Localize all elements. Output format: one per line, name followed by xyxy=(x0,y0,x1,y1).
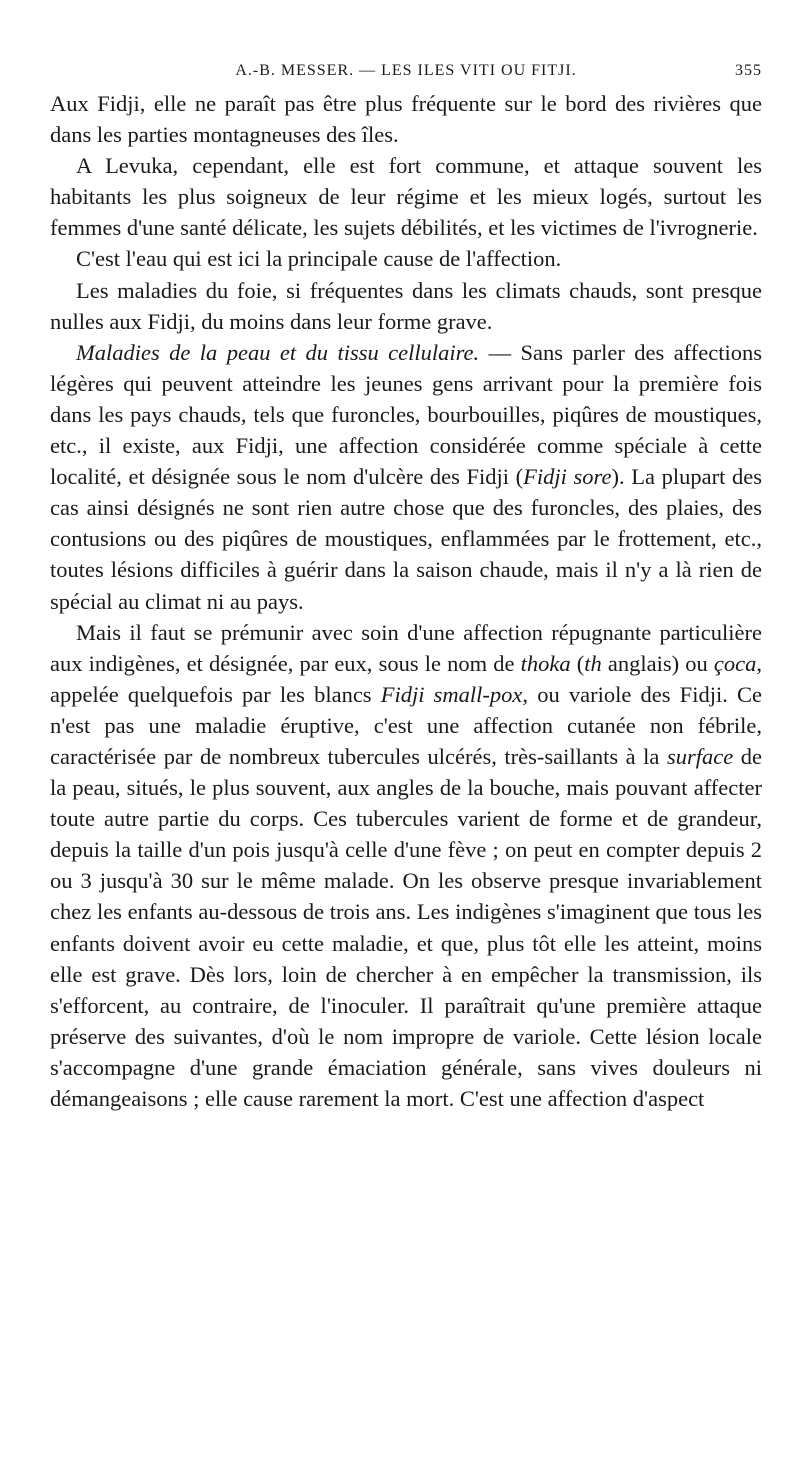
paragraph-3: C'est l'eau qui est ici la principale cause de l'affection. xyxy=(76,246,562,272)
term-thoka: thoka xyxy=(520,650,571,676)
paragraph-5-text-a: — Sans parler des affections légères qui peuvent atteindre les jeunes gens arrivant pour la première fois dans les pays chauds, tels que furoncles, bourbouilles, piqûres de moustiques, etc., il existe, aux Fidji, une affection considérée comme spéciale à cette localité, et désignée sous le nom d'ulcère des Fidji ( xyxy=(50,339,762,490)
paragraph-2: A Levuka, cependant, elle est fort commune, et attaque souvent les habitants les plus soigneux de leur régime et les mieux logés, surtout les femmes d'une santé délicate, les sujets débilités, et les victimes de l'ivrognerie. xyxy=(50,153,762,241)
term-fidji-small-pox: Fidji small-pox xyxy=(380,681,523,707)
paragraph-6-seg-6: , appelée quelquefois par les blancs xyxy=(50,650,762,707)
paragraph-6-seg-2: ( xyxy=(570,650,585,676)
term-coca: çoca xyxy=(713,650,757,676)
paragraph-5-italic: Fidji sore xyxy=(523,464,612,490)
body-text xyxy=(50,88,762,1114)
running-header xyxy=(50,58,762,88)
paragraph-6-seg-4: anglais) ou xyxy=(601,650,714,676)
running-title: A.-B. MESSER. — LES ILES VITI OU FITJI. xyxy=(235,62,577,79)
paragraph-6-seg-8: , ou variole des Fidji. Ce n'est pas une maladie éruptive, c'est une affection cutanée non fébrile, caractérisée par de nombreux tubercules ulcérés, très-saillants à la xyxy=(50,681,762,769)
paragraph-1: Aux Fidji, elle ne paraît pas être plus fréquente sur le bord des rivières que dans les parties montagneuses des îles. xyxy=(50,91,762,148)
section-heading: Maladies de la peau et du tissu cellulaire. xyxy=(76,339,480,365)
paragraph-6-seg-0: Mais il faut se prémunir avec soin d'une affection répugnante particulière aux indigènes, et désignée, par eux, sous le nom de xyxy=(50,619,762,676)
page-number: 355 xyxy=(735,62,762,79)
term-th: th xyxy=(584,650,602,676)
term-surface: surface xyxy=(666,743,734,769)
paragraph-4: Les maladies du foie, si fréquentes dans les climats chauds, sont presque nulles aux Fidji, du moins dans leur forme grave. xyxy=(50,277,762,334)
book-page xyxy=(50,58,762,1114)
paragraph-6-seg-10: de la peau, situés, le plus souvent, aux angles de la bouche, mais pouvant affecter toute autre partie du corps. Ces tubercules varient de forme et de grandeur, depuis la taille d'un pois jusqu'à celle d'une fève ; on peut en compter depuis 2 ou 3 jusqu'à 30 sur le même malade. On les observe presque invariablement chez les enfants au-dessous de trois ans. Les indigènes s'imaginent que tous les enfants doivent avoir eu cette maladie, et que, plus tôt elle les atteint, moins elle est grave. Dès lors, loin de chercher à en empêcher la transmission, ils s'efforcent, au contraire, de l'inoculer. Il paraîtrait qu'une première attaque préserve des suivantes, d'où le nom impropre de variole. Cette lésion locale s'accompagne d'une grande émaciation générale, sans vives douleurs ni démangeaisons ; elle cause rarement la mort. C'est une affection d'aspect xyxy=(50,743,762,1111)
paragraph-5 xyxy=(50,337,762,617)
paragraph-6 xyxy=(50,617,762,1115)
paragraph-5-text-b: ). La plupart des cas ainsi désignés ne sont rien autre chose que des furoncles, des plaies, des contusions ou des piqûres de moustiques, enflammées par le frottement, etc., toutes lésions difficiles à guérir dans la saison chaude, mais il n'y a là rien de spécial au climat ni au pays. xyxy=(50,464,762,614)
